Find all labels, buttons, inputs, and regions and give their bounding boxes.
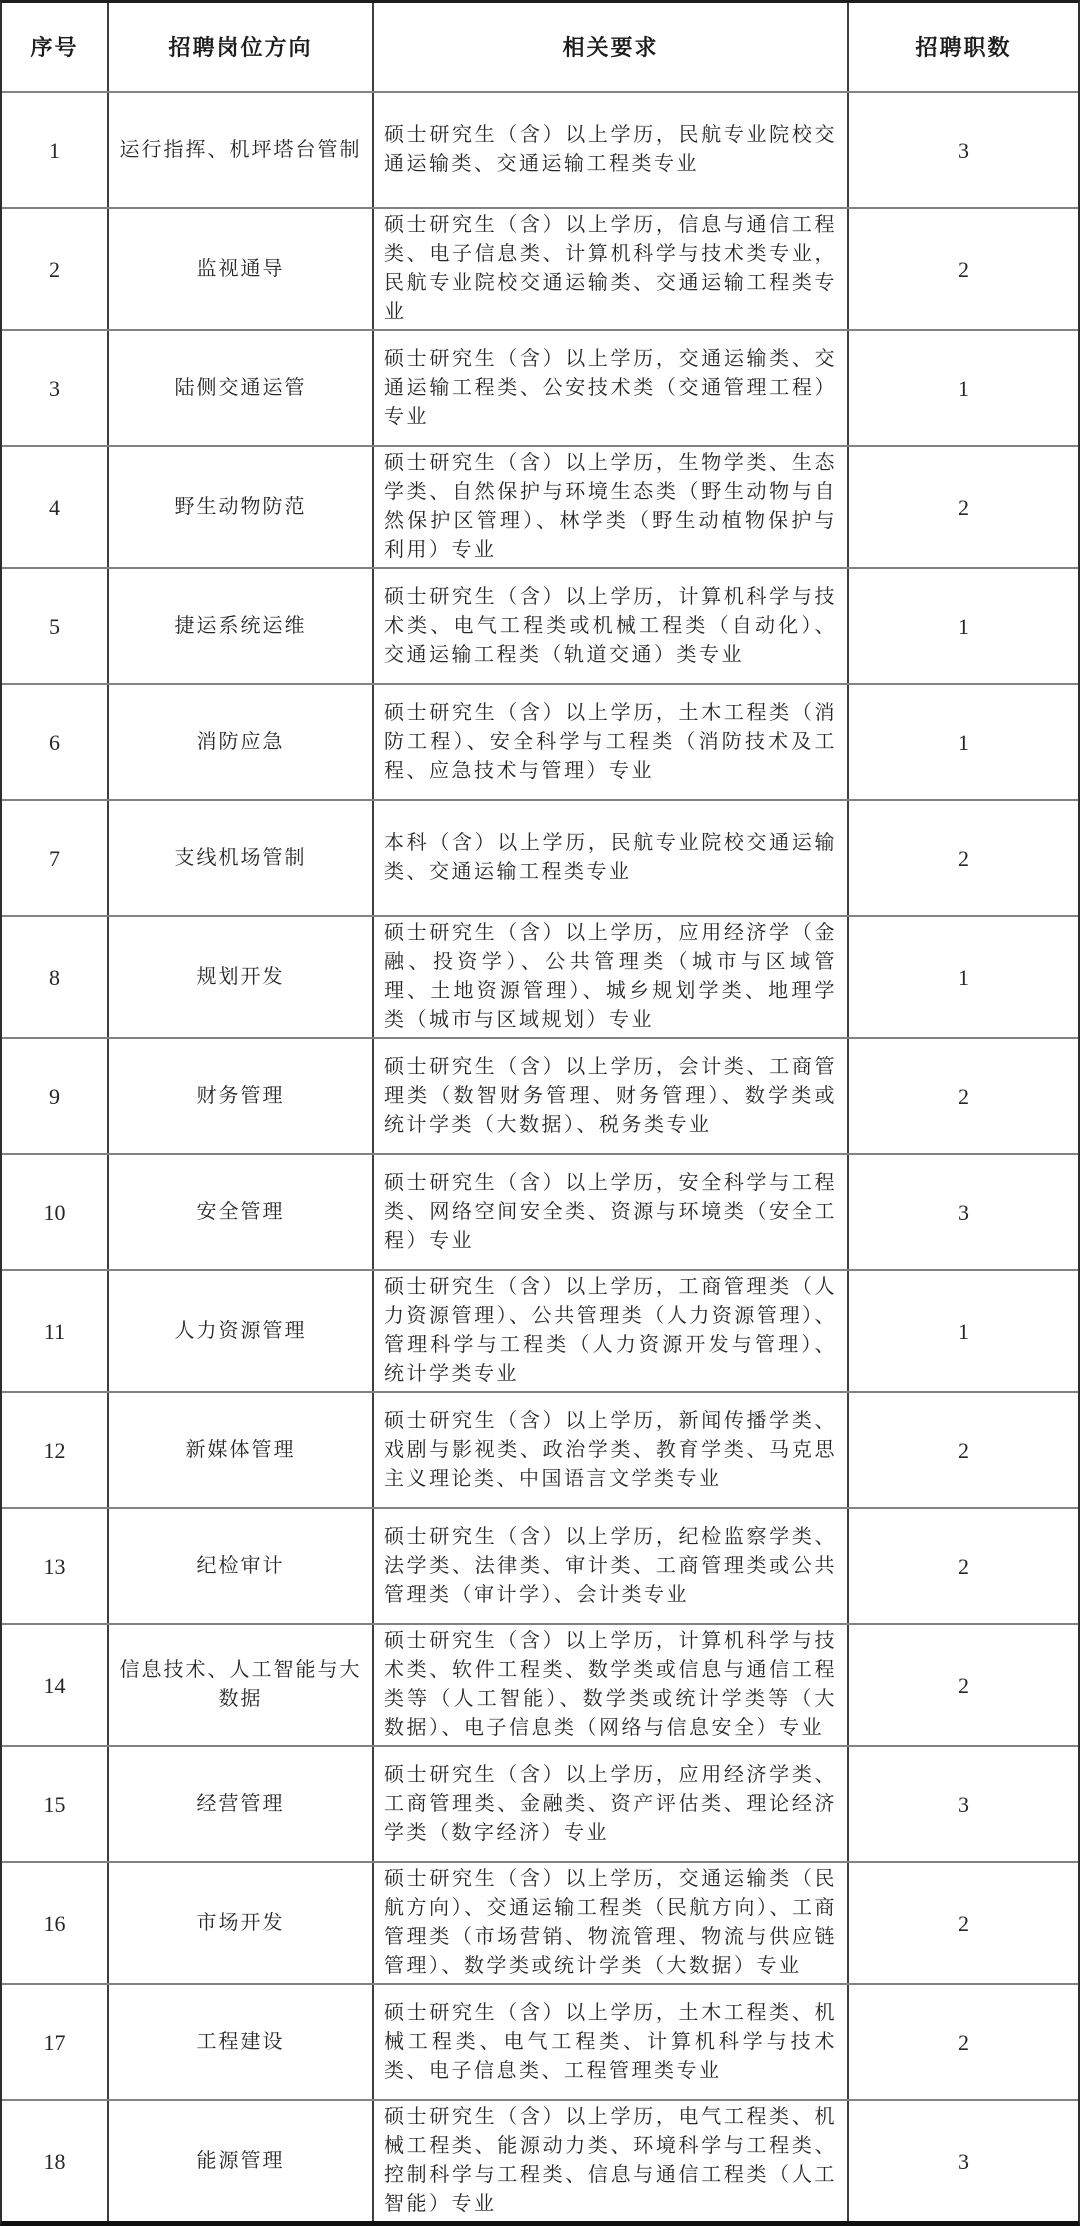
row-number-cell: 18 (43, 2148, 66, 2174)
row-number-cell: 16 (43, 1910, 66, 1936)
requirements-cell: 硕士研究生（含）以上学历，交通运输类（民航方向）、交通运输工程类（民航方向）、工商管理类（市场营销、物流管理、物流与供应链管理）、数学类或统计学类（大数据）专业 (372, 1863, 847, 1983)
requirements-cell: 硕士研究生（含）以上学历，电气工程类、机械工程类、能源动力类、环境科学与工程类、控制科学与工程类、信息与通信工程类（人工智能）专业 (372, 2101, 847, 2221)
requirements-cell: 硕士研究生（含）以上学历，纪检监察学类、法学类、法律类、审计类、工商管理类或公共管理类（审计学）、会计类专业 (372, 1509, 847, 1623)
table-row (2, 1623, 1078, 1745)
row-number-cell: 6 (49, 729, 60, 755)
row-number-cell: 12 (43, 1437, 66, 1463)
table-row (2, 1507, 1078, 1623)
count-cell: 3 (847, 93, 1078, 207)
count-cell: 2 (847, 447, 1078, 567)
table-header-row (2, 3, 1078, 91)
table-row (2, 91, 1078, 207)
position-cell: 新媒体管理 (107, 1393, 372, 1507)
table-body (2, 91, 1078, 2221)
table-row (2, 2099, 1078, 2221)
table-row (2, 1745, 1078, 1861)
table-row (2, 207, 1078, 329)
row-number-cell: 5 (49, 613, 60, 639)
table-row (2, 1153, 1078, 1269)
count-cell: 3 (847, 1155, 1078, 1269)
count-cell: 1 (847, 1271, 1078, 1391)
row-number-cell: 1 (49, 137, 60, 163)
requirements-cell: 硕士研究生（含）以上学历，应用经济学（金融、投资学）、公共管理类（城市与区域管理、土地资源管理）、城乡规划学类、地理学类（城市与区域规划）专业 (372, 917, 847, 1037)
table-row (2, 683, 1078, 799)
count-cell: 2 (847, 1863, 1078, 1983)
count-cell: 2 (847, 801, 1078, 915)
count-cell: 2 (847, 1393, 1078, 1507)
requirements-cell: 硕士研究生（含）以上学历，新闻传播学类、戏剧与影视类、政治学类、教育学类、马克思主义理论类、中国语言文学类专业 (372, 1393, 847, 1507)
position-cell: 陆侧交通运管 (107, 331, 372, 445)
table-row (2, 445, 1078, 567)
count-cell: 1 (847, 917, 1078, 1037)
row-number-cell: 14 (43, 1672, 66, 1698)
count-cell: 2 (847, 209, 1078, 329)
count-cell: 2 (847, 1985, 1078, 2099)
position-cell: 运行指挥、机坪塔台管制 (107, 93, 372, 207)
requirements-cell: 硕士研究生（含）以上学历，应用经济学类、工商管理类、金融类、资产评估类、理论经济学类（数字经济）专业 (372, 1747, 847, 1861)
row-number-cell: 3 (49, 375, 60, 401)
position-cell: 市场开发 (107, 1863, 372, 1983)
table-row (2, 329, 1078, 445)
header-count: 招聘职数 (847, 3, 1078, 91)
table-row (2, 1861, 1078, 1983)
position-cell: 捷运系统运维 (107, 569, 372, 683)
requirements-cell: 硕士研究生（含）以上学历，会计类、工商管理类（数智财务管理、财务管理）、数学类或统计学类（大数据）、税务类专业 (372, 1039, 847, 1153)
count-cell: 3 (847, 1747, 1078, 1861)
header-requirements: 相关要求 (372, 3, 847, 91)
position-cell: 能源管理 (107, 2101, 372, 2221)
row-number-cell: 13 (43, 1553, 66, 1579)
requirements-cell: 本科（含）以上学历，民航专业院校交通运输类、交通运输工程类专业 (372, 801, 847, 915)
position-cell: 支线机场管制 (107, 801, 372, 915)
requirements-cell: 硕士研究生（含）以上学历，计算机科学与技术类、软件工程类、数学类或信息与通信工程类等（人工智能）、数学类或统计学类等（大数据）、电子信息类（网络与信息安全）专业 (372, 1625, 847, 1745)
requirements-cell: 硕士研究生（含）以上学历，信息与通信工程类、电子信息类、计算机科学与技术类专业，民航专业院校交通运输类、交通运输工程类专业 (372, 209, 847, 329)
position-cell: 野生动物防范 (107, 447, 372, 567)
position-cell: 监视通导 (107, 209, 372, 329)
table-row (2, 1391, 1078, 1507)
requirements-cell: 硕士研究生（含）以上学历，工商管理类（人力资源管理）、公共管理类（人力资源管理）、管理科学与工程类（人力资源开发与管理）、统计学类专业 (372, 1271, 847, 1391)
requirements-cell: 硕士研究生（含）以上学历，交通运输类、交通运输工程类、公安技术类（交通管理工程）专业 (372, 331, 847, 445)
position-cell: 人力资源管理 (107, 1271, 372, 1391)
count-cell: 1 (847, 569, 1078, 683)
row-number-cell: 9 (49, 1083, 60, 1109)
count-cell: 3 (847, 2101, 1078, 2221)
row-number-cell: 17 (43, 2029, 66, 2055)
table-row (2, 799, 1078, 915)
table-row (2, 1983, 1078, 2099)
position-cell: 消防应急 (107, 685, 372, 799)
position-cell: 工程建设 (107, 1985, 372, 2099)
position-cell: 纪检审计 (107, 1509, 372, 1623)
position-cell: 信息技术、人工智能与大数据 (107, 1625, 372, 1745)
position-cell: 财务管理 (107, 1039, 372, 1153)
requirements-cell: 硕士研究生（含）以上学历，计算机科学与技术类、电气工程类或机械工程类（自动化）、交通运输工程类（轨道交通）类专业 (372, 569, 847, 683)
row-number-cell: 4 (49, 494, 60, 520)
table-row (2, 915, 1078, 1037)
table-row (2, 1037, 1078, 1153)
header-no: 序号 (30, 34, 79, 60)
row-number-cell: 15 (43, 1791, 66, 1817)
position-cell: 经营管理 (107, 1747, 372, 1861)
count-cell: 2 (847, 1509, 1078, 1623)
requirements-cell: 硕士研究生（含）以上学历，民航专业院校交通运输类、交通运输工程类专业 (372, 93, 847, 207)
row-number-cell: 2 (49, 256, 60, 282)
count-cell: 1 (847, 685, 1078, 799)
row-number-cell: 8 (49, 964, 60, 990)
requirements-cell: 硕士研究生（含）以上学历，土木工程类、机械工程类、电气工程类、计算机科学与技术类、电子信息类、工程管理类专业 (372, 1985, 847, 2099)
requirements-cell: 硕士研究生（含）以上学历，土木工程类（消防工程）、安全科学与工程类（消防技术及工程、应急技术与管理）专业 (372, 685, 847, 799)
position-cell: 安全管理 (107, 1155, 372, 1269)
table-row (2, 567, 1078, 683)
count-cell: 2 (847, 1039, 1078, 1153)
position-cell: 规划开发 (107, 917, 372, 1037)
table-row (2, 1269, 1078, 1391)
header-position: 招聘岗位方向 (107, 3, 372, 91)
requirements-cell: 硕士研究生（含）以上学历，安全科学与工程类、网络空间安全类、资源与环境类（安全工程）专业 (372, 1155, 847, 1269)
requirements-cell: 硕士研究生（含）以上学历，生物学类、生态学类、自然保护与环境生态类（野生动物与自然保护区管理）、林学类（野生动植物保护与利用）专业 (372, 447, 847, 567)
row-number-cell: 11 (43, 1318, 66, 1344)
count-cell: 1 (847, 331, 1078, 445)
row-number-cell: 10 (43, 1199, 66, 1225)
count-cell: 2 (847, 1625, 1078, 1745)
row-number-cell: 7 (49, 845, 60, 871)
